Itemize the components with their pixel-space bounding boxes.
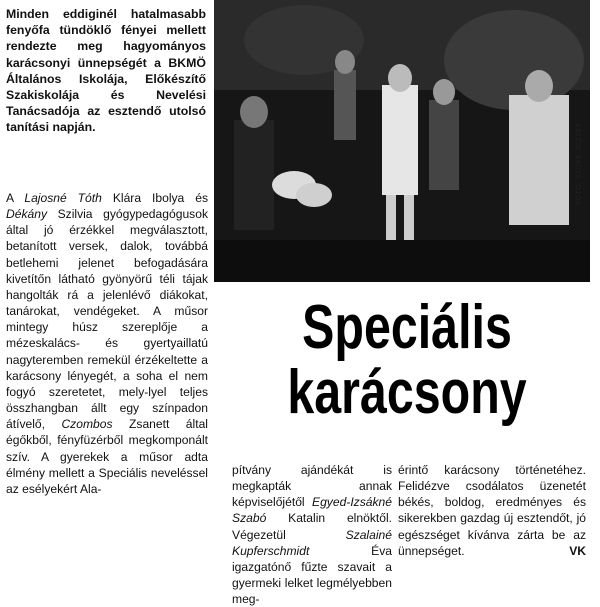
photo-credit: FOTÓ: SZŐKE JÓZSEF [576, 121, 583, 205]
body-text: Szilvia gyógypedagógusok által jó érzékkel megválasztott, betanított versek, dalok, továbbá betlehemi jelenet befogadására kivetítőn látható gyönyörű téli tájak hangolták rá a jelenlévő diákokat, tanárokat, vendégeket. A műsor mintegy húsz szereplője a mézeskalács- és gyertyaillatú nagyteremben remekül érzékeltette a karácsony lényegét, a soha el nem fogyó szeretetet, mely-lyel teljes összhangban állt egy színpadon átívelő, [6, 207, 208, 432]
body-text: Zsanett által égőkből, fényfüzérből megkomponált szív. A gyerekek a műsor adta élmény mellett a Speciális neveléssel az esélyekért Ala- [6, 417, 208, 496]
headline-line-2: karácsony [287, 358, 527, 427]
event-photo [214, 0, 590, 282]
body-column-3 [398, 462, 586, 559]
body-column-1 [6, 190, 208, 497]
body-text: Klára Ibolya és [101, 191, 208, 205]
body-text: Éva igazgatónő fűzte szavait a gyermeki lelket legmélyebben meg- [232, 543, 392, 607]
body-text: pítvány ajándékát is megkapták annak képviselőjétől [232, 463, 392, 510]
person-name: Szalainé Kupferschmidt [232, 527, 392, 558]
person-name: Egyed-Izsákné Szabó [232, 495, 392, 526]
person-name: Czombos [61, 417, 113, 432]
body-text: Katalin elnöktől. Végezetül [232, 511, 392, 542]
person-name: Lajosné Tóth [24, 191, 102, 205]
lead-paragraph: Minden eddiginél hatalmasabb fenyőfa tündöklő fényei mellett rendezte meg hagyományos karácsonyi ünnepségét a BKMÖ Általános Iskolája, Előkészítő Szakiskolája és Nevelési Tanácsadója az esztendő utolsó tanítási napján. [6, 7, 206, 135]
author-signature: VK [569, 543, 586, 558]
body-text: érintő karácsony történetéhez. Felidézve csodálatos üzenetét békés, boldog, eredményes és sikerekben gazdag új esztendőt, jó egészséget kívánva zárta be az ünnepséget. [398, 463, 586, 558]
person-name: Dékány [6, 207, 48, 222]
body-text: A [6, 191, 25, 205]
headline [263, 293, 552, 427]
headline-line-1: Speciális [302, 293, 512, 362]
body-column-2 [232, 462, 392, 607]
photo-illustration [214, 0, 590, 282]
